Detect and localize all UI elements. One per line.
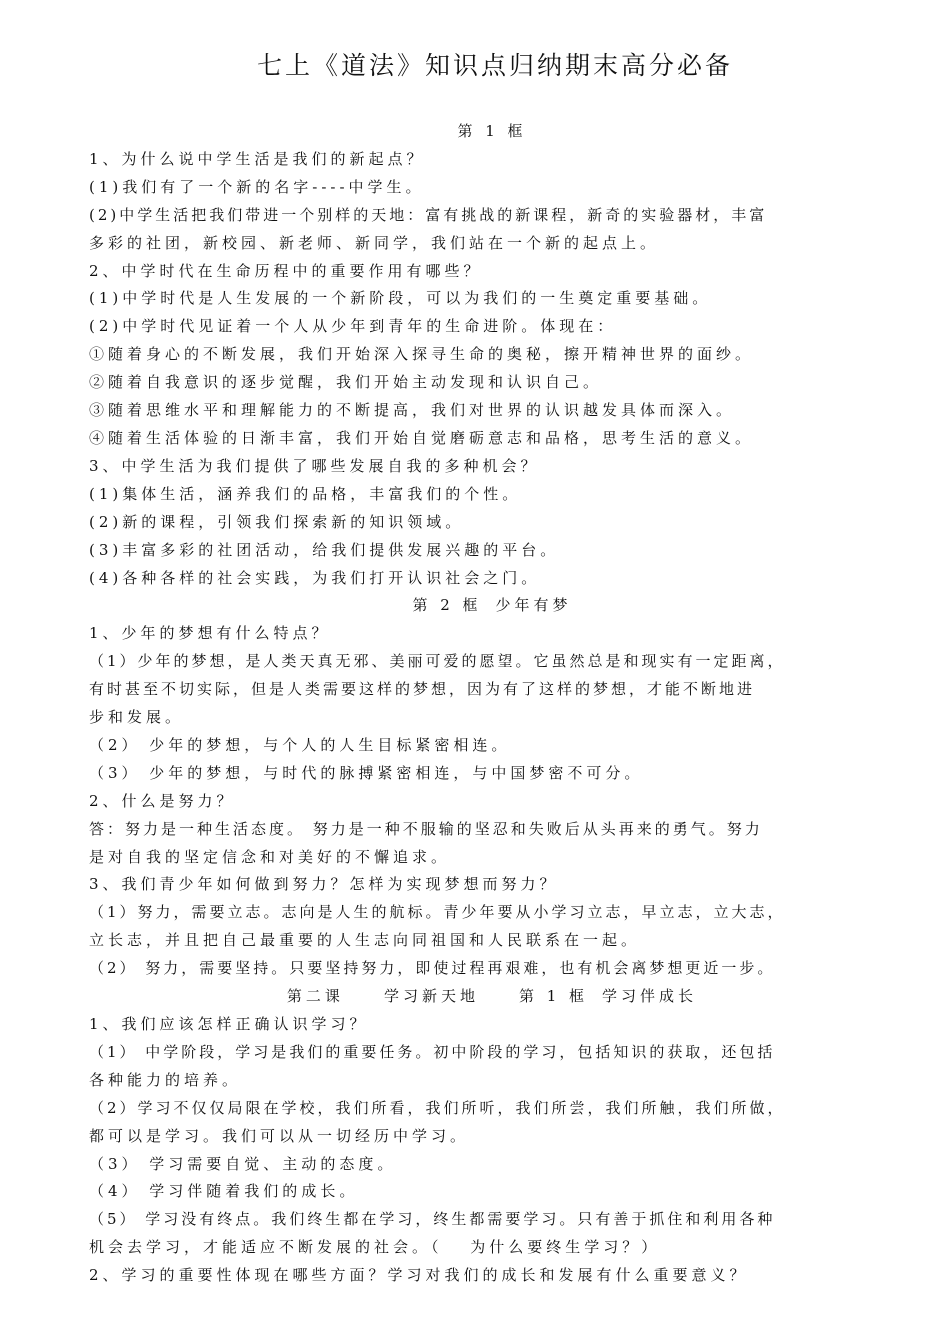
section-heading-number: 第 2 框 <box>412 596 482 615</box>
answer-line: (2)中学生活把我们带进一个别样的天地：富有挑战的新课程，新奇的实验器材，丰富 <box>89 205 768 224</box>
answer-line: 机会去学习，才能适应不断发展的社会。（ 为什么要终生学习？） <box>89 1238 661 1257</box>
question-line: 3、中学生活为我们提供了哪些发展自我的多种机会？ <box>89 456 540 475</box>
answer-line: （2） 少年的梦想，与个人的人生目标紧密相连。 <box>89 735 511 754</box>
answer-line: （5） 学习没有终点。我们终生都在学习，终生都需要学习。只有善于抓住和利用各种 <box>89 1210 776 1229</box>
answer-line: ④随着生活体验的日渐丰富，我们开始自觉磨砺意志和品格，思考生活的意义。 <box>89 428 755 447</box>
document-title: 七上《道法》知识点归纳期末高分必备 <box>256 51 733 80</box>
answer-line: 立长志，并且把自己最重要的人生志向同祖国和人民联系在一起。 <box>89 931 641 950</box>
answer-line: (2)中学时代见证着一个人从少年到青年的生命进阶。体现在： <box>89 317 617 336</box>
section-heading-text: 学习伴成长 <box>602 987 698 1006</box>
answer-line: ①随着身心的不断发展，我们开始深入探寻生命的奥秘，擦开精神世界的面纱。 <box>89 345 755 364</box>
answer-line: (1)中学时代是人生发展的一个新阶段，可以为我们的一生奠定重要基础。 <box>89 289 712 308</box>
answer-line: (3)丰富多彩的社团活动，给我们提供发展兴趣的平台。 <box>89 540 560 559</box>
question-line: 3、我们青少年如何做到努力？怎样为实现梦想而努力？ <box>89 875 559 894</box>
answer-line: （3） 少年的梦想，与时代的脉搏紧密相连，与中国梦密不可分。 <box>89 763 644 782</box>
question-line: 2、中学时代在生命历程中的重要作用有哪些？ <box>89 261 483 280</box>
answer-line: （2）学习不仅仅局限在学校，我们所看，我们所听，我们所尝，我们所触，我们所做， <box>89 1098 786 1117</box>
answer-line: 多彩的社团，新校园、新老师、新同学，我们站在一个新的起点上。 <box>89 233 660 252</box>
question-line: 1、为什么说中学生活是我们的新起点？ <box>89 149 426 168</box>
section-heading-text: 第 1 框 <box>457 122 527 140</box>
answer-line: 有时甚至不切实际，但是人类需要这样的梦想，因为有了这样的梦想，才能不断地进 <box>89 680 756 699</box>
lesson-heading: 第二课 <box>286 987 344 1006</box>
answer-line: （4） 学习伴随着我们的成长。 <box>89 1182 359 1201</box>
document-body <box>89 118 895 1290</box>
lesson-title: 学习新天地 <box>383 987 479 1006</box>
answer-line: (1)我们有了一个新的名字----中学生。 <box>89 177 425 196</box>
answer-line: （1）少年的梦想，是人类天真无邪、美丽可爱的愿望。它虽然总是和现实有一定距离， <box>89 652 786 671</box>
answer-line: ③随着思维水平和理解能力的不断提高，我们对世界的认识越发具体而深入。 <box>89 401 736 420</box>
section-heading-1 <box>89 118 895 146</box>
answer-line: （1）努力，需要立志。志向是人生的航标。青少年要从小学习立志，早立志，立大志， <box>89 903 786 922</box>
answer-line: (1)集体生活，涵养我们的品格，丰富我们的个性。 <box>89 484 522 503</box>
section-heading-3 <box>89 983 895 1011</box>
question-line: 1、少年的梦想有什么特点？ <box>89 624 331 643</box>
answer-line: （3） 学习需要自觉、主动的态度。 <box>89 1154 397 1173</box>
answer-line: (2)新的课程，引领我们探索新的知识领域。 <box>89 512 465 531</box>
question-line: 2、学习的重要性体现在哪些方面？学习对我们的成长和发展有什么重要意义？ <box>89 1266 749 1285</box>
answer-line: 步和发展。 <box>89 708 185 727</box>
answer-line: (4)各种各样的社会实践，为我们打开认识社会之门。 <box>89 568 541 587</box>
answer-line: （1） 中学阶段，学习是我们的重要任务。初中阶段的学习，包括知识的获取，还包括 <box>89 1042 776 1061</box>
answer-line: ②随着自我意识的逐步觉醒，我们开始主动发现和认识自己。 <box>89 373 603 392</box>
question-line: 2、什么是努力？ <box>89 791 236 810</box>
answer-line: 都可以是学习。我们可以从一切经历中学习。 <box>89 1126 470 1145</box>
answer-line: 答：努力是一种生活态度。 努力是一种不服输的坚忍和失败后从头再来的勇气。努力 <box>89 819 763 838</box>
section-heading-text: 少年有梦 <box>495 596 572 615</box>
section-heading-2 <box>89 592 895 620</box>
answer-line: （2） 努力，需要坚持。只要坚持努力，即使过程再艰难，也有机会离梦想更近一步。 <box>89 959 776 978</box>
section-heading-number: 第 1 框 <box>518 987 589 1006</box>
answer-line: 各种能力的培养。 <box>89 1070 242 1089</box>
question-line: 1、我们应该怎样正确认识学习？ <box>89 1015 369 1033</box>
answer-line: 是对自我的坚定信念和对美好的不懈追求。 <box>89 847 451 866</box>
